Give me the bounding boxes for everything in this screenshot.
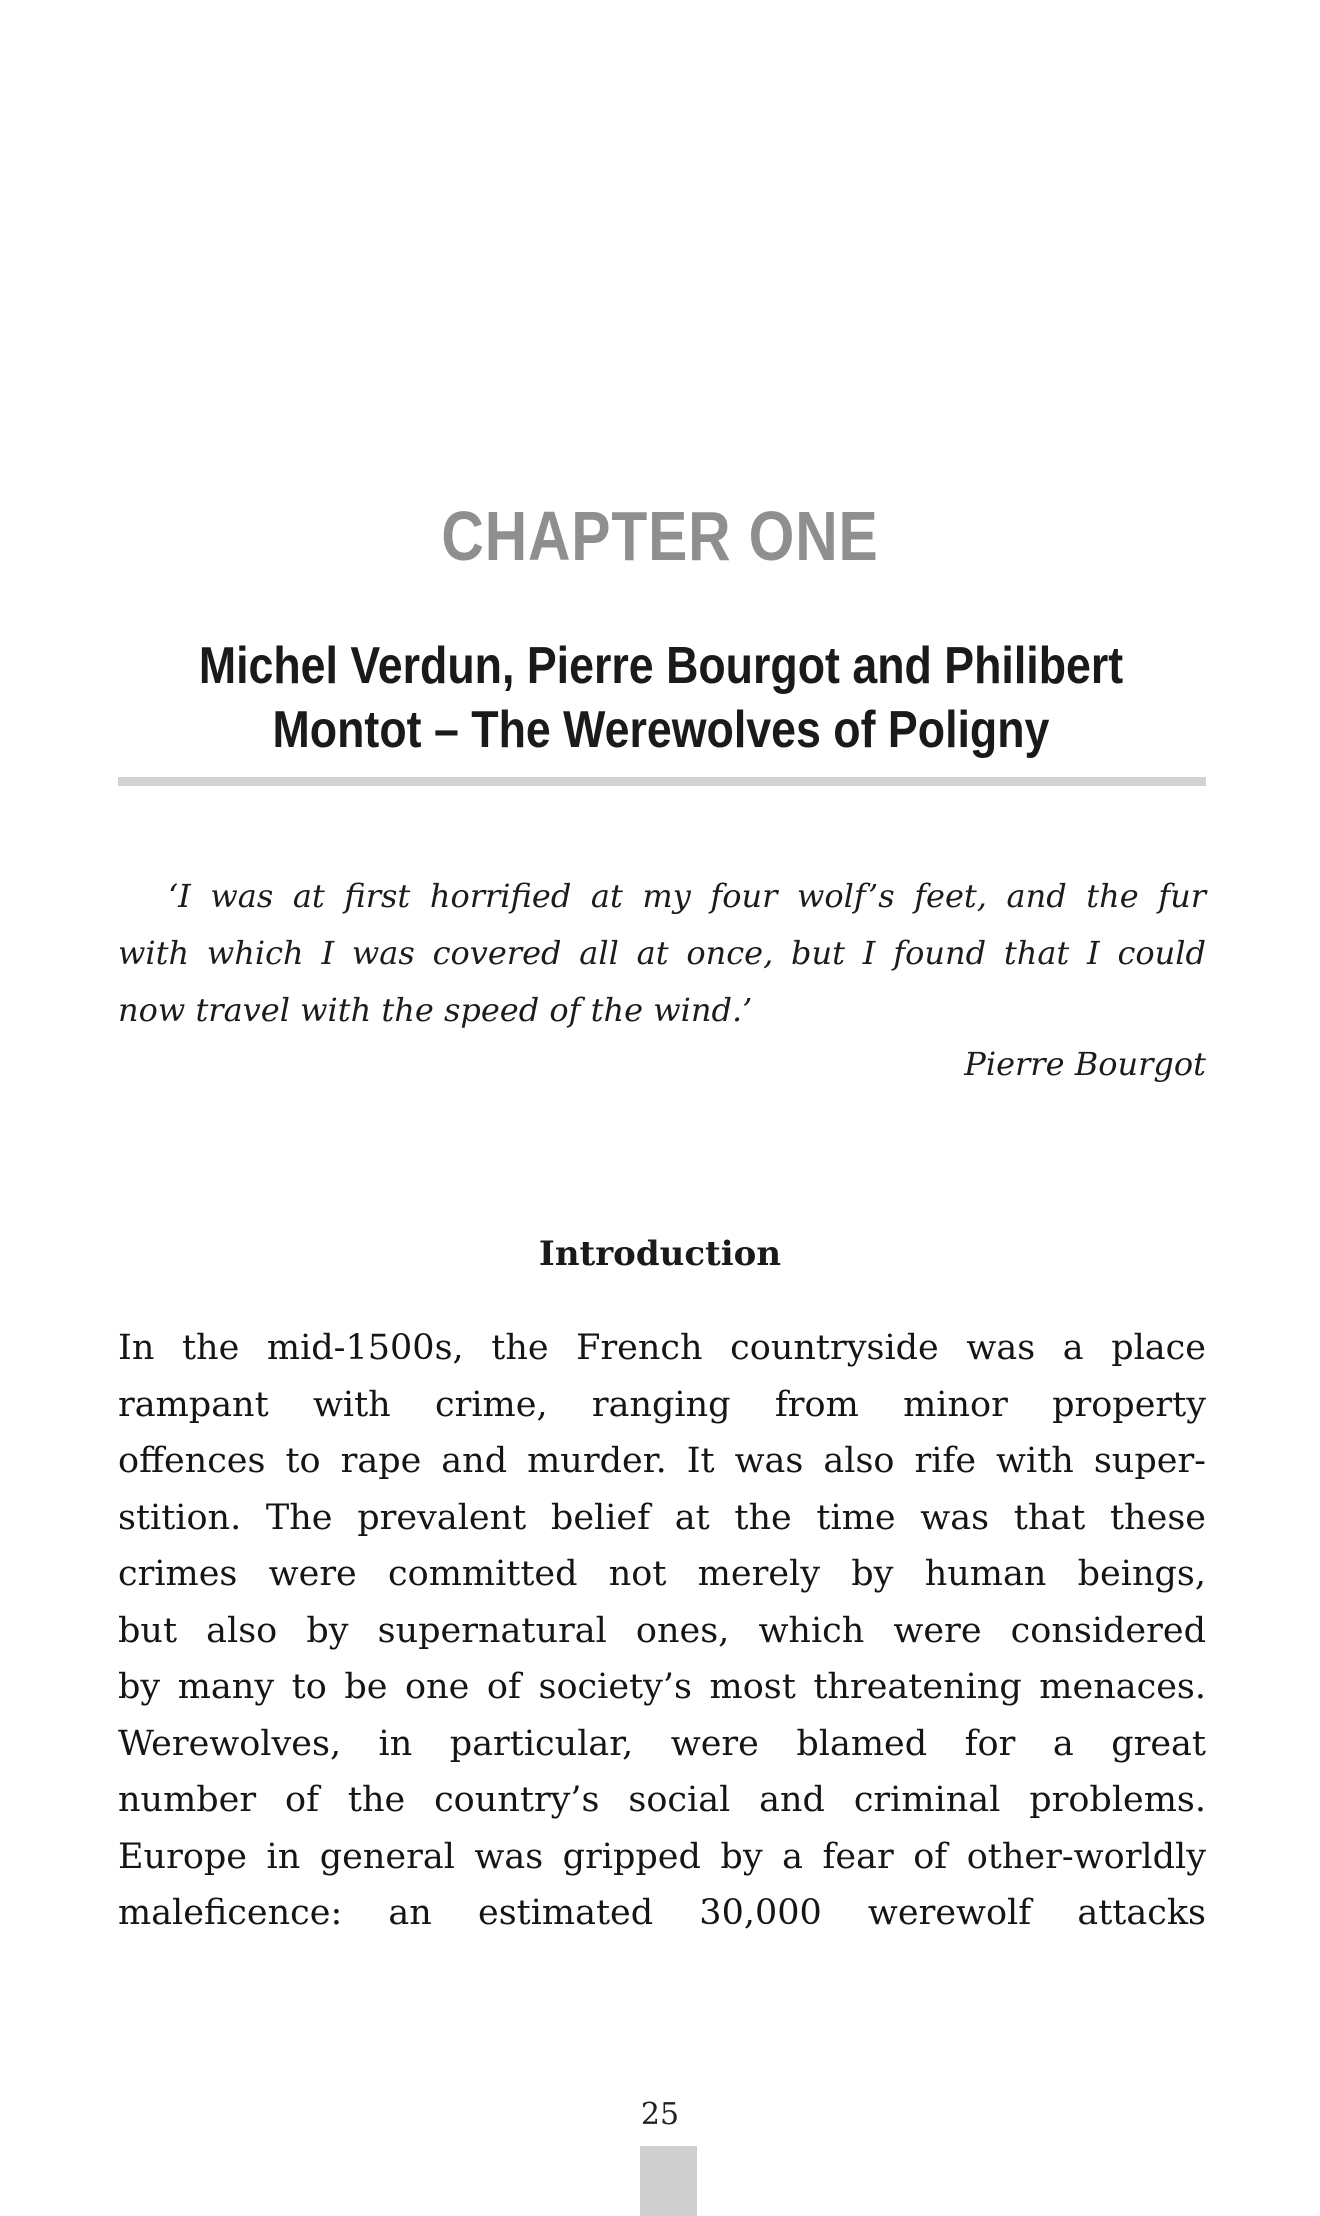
body-paragraph	[118, 1320, 1206, 1942]
body-line: offences to rape and murder. It was also rife with super-	[118, 1441, 1206, 1481]
chapter-title-line: Montot – The Werewolves of Poligny	[272, 701, 1050, 759]
section-heading: Introduction	[538, 1234, 782, 1274]
body-line: Europe in general was gripped by a fear of other-worldly	[118, 1836, 1206, 1877]
body-line: maleficence: an estimated 30,000 werewolf attacks	[118, 1893, 1206, 1933]
body-line: Werewolves, in particular, were blamed for a great	[118, 1723, 1206, 1764]
chapter-title	[118, 634, 1204, 762]
page-number: 25	[640, 2097, 680, 2132]
body-line: but also by supernatural ones, which were considered	[118, 1610, 1206, 1651]
body-line: crimes were committed not merely by human beings,	[118, 1554, 1206, 1594]
body-line: stition. The prevalent belief at the time was that these	[118, 1497, 1206, 1538]
body-line: number of the country’s social and criminal problems.	[118, 1780, 1206, 1820]
chapter-title-line: Michel Verdun, Pierre Bourgot and Philibert	[198, 637, 1124, 695]
epigraph-quote	[118, 868, 1206, 1039]
page-edge-tab	[640, 2146, 697, 2216]
chapter-label: CHAPTER ONE	[441, 497, 879, 575]
epigraph-attribution: Pierre Bourgot	[964, 1045, 1206, 1083]
body-line: rampant with crime, ranging from minor property	[118, 1384, 1206, 1425]
body-line: by many to be one of society’s most threatening menaces.	[118, 1667, 1206, 1707]
epigraph-line: now travel with the speed of the wind.’	[118, 991, 753, 1029]
title-underline-rule	[118, 777, 1206, 786]
body-line: In the mid-1500s, the French countryside was a place	[118, 1328, 1206, 1368]
epigraph-line: with which I was covered all at once, but I found that I could	[118, 934, 1206, 972]
epigraph-line: ‘I was at first horrified at my four wolf’s feet, and the fur	[168, 877, 1206, 915]
